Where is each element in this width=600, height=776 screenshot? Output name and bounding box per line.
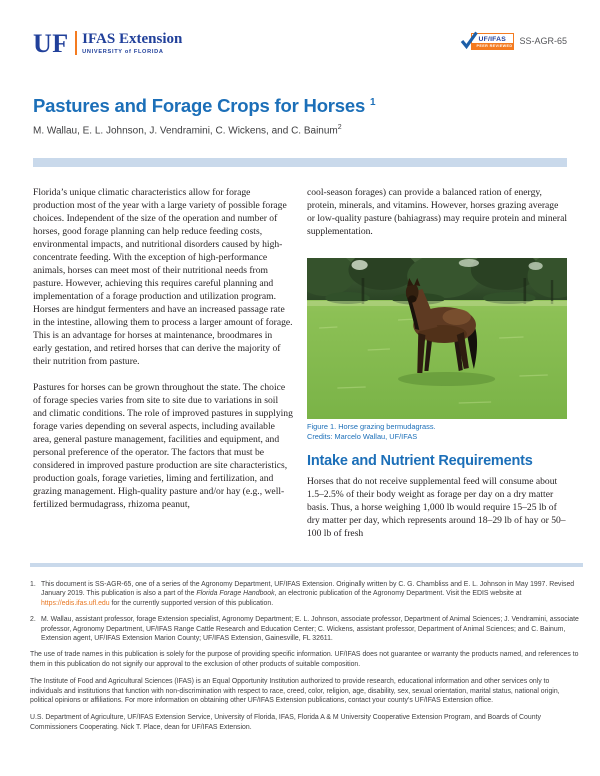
footnote-2-number: 2.: [30, 616, 36, 624]
trade-names-disclaimer: The use of trade names in this publication is solely for the purpose of providing specific information. UF/IFAS does not guarantee or warranty the products named, and references to them in this publication do not signify our approval to the exclusion of other products of suitable composition.: [30, 651, 579, 668]
university-of-florida-label: UNIVERSITY of FLORIDA: [82, 49, 164, 55]
logo-divider-rule: [75, 31, 78, 55]
figure1-photo: [307, 258, 567, 419]
footnotes-section: [30, 580, 583, 732]
byline-footnote-ref: 2: [337, 124, 342, 131]
figure-1: [307, 258, 567, 441]
body-paragraph-ration: cool-season forages) can provide a balanced ration of energy, protein, minerals, and vitamins. However, horses grazing average or low-quality pasture (bahiagrass) may require protein and mineral supplementation.: [307, 187, 568, 238]
tree-line: [307, 258, 567, 305]
left-column: [33, 186, 293, 552]
footnote-1-segment-mid: , an electronic publication of the Agronomy Department. Visit the EDIS website at: [274, 590, 522, 598]
header-right-block: [460, 33, 567, 54]
section-heading-intake-requirements: Intake and Nutrient Requirements: [307, 452, 533, 469]
footnote-1-number: 1.: [30, 581, 36, 589]
figure1-caption: Figure 1. Horse grazing bermudagrass.: [307, 422, 436, 432]
page-header: [33, 30, 567, 64]
logo-wordmark-block: [82, 30, 182, 57]
footnote-1-segment-post: for the currently supported version of this publication.: [109, 599, 274, 607]
grass-highlight-band: [307, 301, 567, 306]
badge-ufifas-label: UF/IFAS: [472, 34, 514, 43]
footnote-1-text: [41, 580, 583, 608]
title-footnote-ref: 1: [370, 96, 376, 108]
uf-ifas-extension-logo: [33, 30, 182, 57]
footnote-1-segment-pre: This document is SS-AGR-65, one of a series of the Agronomy Department, UF/IFAS Extension. Originally written by C. G. Chambliss and E. L. Johnson in May 1997. Revised January 2019. This publication is also a part of the: [41, 581, 575, 598]
publication-number: SS-AGR-65: [519, 36, 567, 46]
florida-forage-handbook-title: Florida Forage Handbook: [196, 590, 275, 598]
equal-opportunity-statement: The Institute of Food and Agricultural Sciences (IFAS) is an Equal Opportunity Institution authorized to provide research, educational information and other services only to individuals and institutions that function with non-discrimination with respect to race, creed, color, religion, age, disability, sex, sexual orientation, marital status, national origin, political opinions or affiliations. For more information on obtaining other UF/IFAS Extension publications, contact your county’s UF/IFAS Extension office.: [30, 678, 560, 705]
footnote-1: [30, 580, 583, 608]
uf-monogram: UF: [33, 29, 69, 58]
body-paragraph-intro: Florida’s unique climatic characteristics allow for forage production most of the year with a large variety of possible forage choices. Independent of the size of the operation and number of horses, good forage planning can help reduce feeding costs, environmental impacts, and nutritional disorders caused by high-concentrate feeding. With the exception of high-performance animals, horses can meet most of their nutritional needs from pasture. However, achieving this requires careful planning and implementation of a forage production and utilization program. Horses are hindgut fermenters and have an increased passage rate in the intestine, allowing them to process a larger amount of forage. This is an advantage for horses at maintenance, broodmares in early gestation, and retired horses that can derive the majority of their nutrition from pasture.: [33, 187, 293, 368]
figure1-captions: [307, 422, 567, 441]
footnote-2: [30, 615, 583, 643]
title-divider-bar: [33, 158, 567, 167]
horse-pasture-illustration: [307, 258, 567, 419]
badge-peer-reviewed-label: PEER REVIEWED: [472, 43, 514, 49]
page-title-text: Pastures and Forage Crops for Horses: [33, 95, 366, 116]
edis-website-link[interactable]: https://edis.ifas.ufl.edu: [41, 599, 110, 607]
body-paragraph-pastures: Pastures for horses can be grown throughout the state. The choice of forage species varies from site to site due to variations in soil and climatic conditions. The role of improved pastures in supplying forage varies depending on several aspects, including available area, general pasture management, facilities and equipment, and personal preference of the operator. The factors that must be considered in improved pasture production are site characteristics, production goals, forage varieties, liming and fertilization, and grazing management. High-quality pasture and/or hay (e.g., well-fertilized bermudagrass, rhizoma peanut,: [33, 382, 293, 511]
authors-names: M. Wallau, E. L. Johnson, J. Vendramini, C. Wickens, and C. Bainum: [33, 125, 338, 137]
figure1-credits: Credits: Marcelo Wallau, UF/IFAS: [307, 431, 418, 441]
authors-byline: [33, 124, 567, 136]
right-column: [307, 186, 567, 552]
checkmark-icon: [460, 31, 478, 54]
two-column-body: [33, 186, 567, 552]
page-title: [33, 95, 567, 117]
usda-cooperating-statement: U.S. Department of Agriculture, UF/IFAS Extension Service, University of Florida, IFAS, Florida A & M University Cooperative Extension Program, and Boards of County Commissioners Cooperating. Nick T. Place, dean for UF/IFAS Extension.: [30, 714, 541, 731]
horse-shadow: [398, 372, 495, 386]
body-paragraph-intake: Horses that do not receive supplemental feed will consume about 1.5–2.5% of their body weight as forage per day on a dry matter basis. Thus, a horse weighing 1,000 lb would require 15–25 lb of dry matter per day, which represents around 18–29 lb of hay or 50–100 lb of fresh: [307, 475, 566, 539]
footnote-2-text: M. Wallau, assistant professor, forage Extension specialist, Agronomy Department; E. L. Johnson, associate professor, Department of Animal Sciences; J. Vendramini, associate professor, Agronomy Department, UF/IFAS Range Cattle Research and Education Center; C. Wickens, assistant professor, Department of Animal Sciences; and C. Bainum, Extension agent, UF/IFAS Extension Marion County; UF/IFAS Extension, Gainesville, FL 32611.: [41, 616, 579, 643]
footnote-divider-bar: [30, 563, 583, 568]
ifas-extension-wordmark: IFAS Extension: [82, 31, 183, 47]
